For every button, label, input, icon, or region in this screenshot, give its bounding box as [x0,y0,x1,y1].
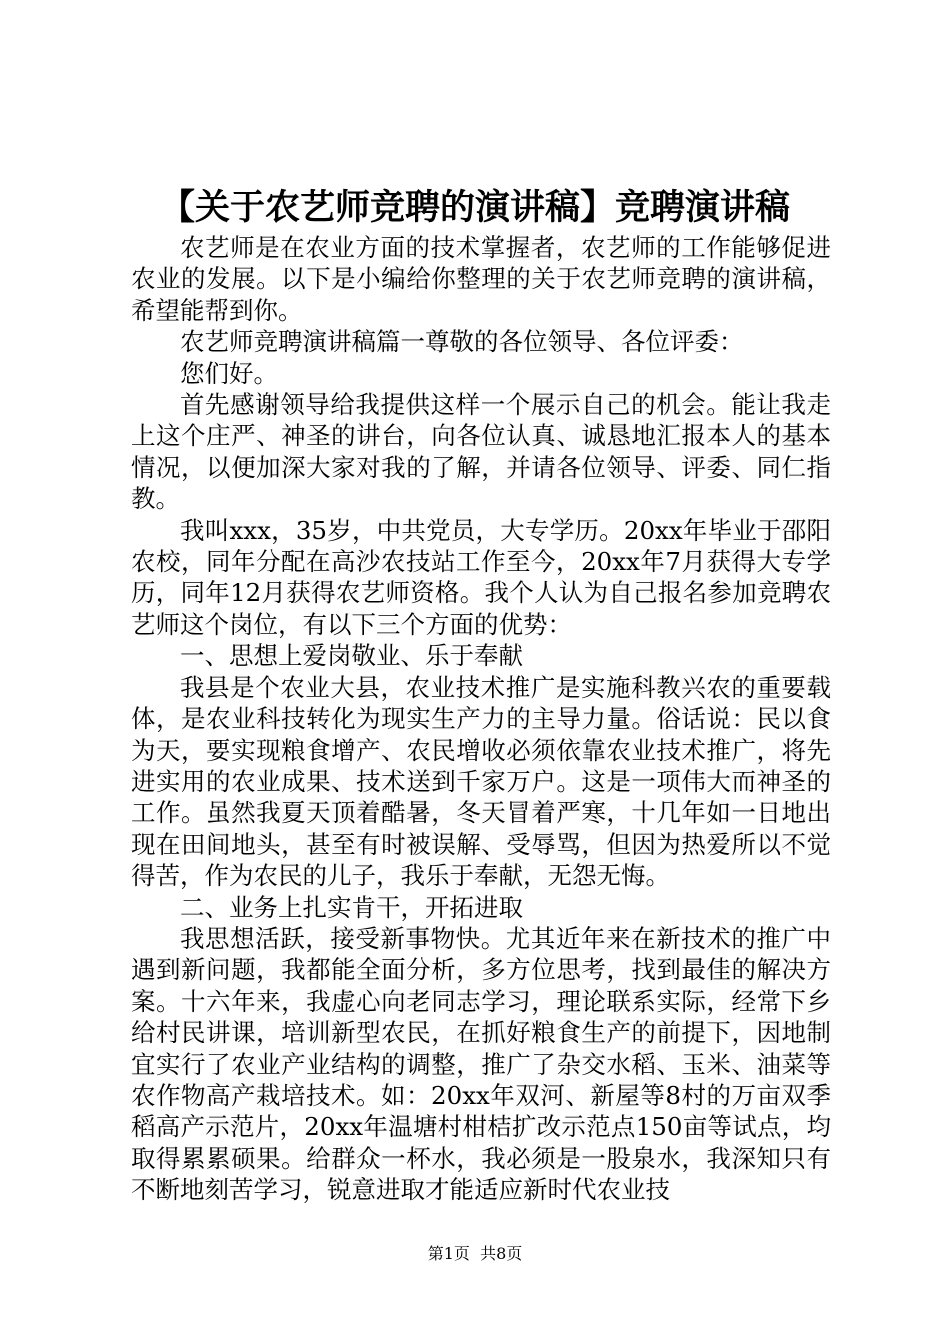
paragraph-section-1: 我县是个农业大县，农业技术推广是实施科教兴农的重要载体，是农业科技转化为现实生产力的主导力量。俗话说：民以食为天，要实现粮食增产、农民增收必须依靠农业技术推广，将先进实用的农业成果、技术送到千家万户。这是一项伟大而神圣的工作。虽然我夏天顶着酷暑，冬天冒着严寒，十几年如一日地出现在田间地头，甚至有时被误解、受辱骂，但因为热爱所以不觉得苦，作为农民的儿子，我乐于奉献，无怨无悔。 [131,672,831,891]
paragraph-self-introduction: 我叫xxx，35岁，中共党员，大专学历。20xx年毕业于邵阳农校，同年分配在高沙农技站工作至今，20xx年7月获得大专学历，同年12月获得农艺师资格。我个人认为自己报名参加竞聘农艺师这个岗位，有以下三个方面的优势： [131,515,831,639]
paragraph-greeting: 您们好。 [180,358,278,388]
section-heading-2: 二、业务上扎实肯干，开拓进取 [180,892,523,922]
page-total: 共8页 [480,1244,523,1263]
paragraph-section-2: 我思想活跃，接受新事物快。尤其近年来在新技术的推广中遇到新问题，我都能全面分析，多方位思考，找到最佳的解决方案。十六年来，我虚心向老同志学习，理论联系实际，经常下乡给村民讲课，培训新型农民，在抓好粮食生产的前提下，因地制宜实行了农业产业结构的调整，推广了杂交水稻、玉米、油菜等农作物高产栽培技术。如：20xx年双河、新屋等8村的万亩双季稻高产示范片，20xx年温塘村柑桔扩改示范点150亩等试点，均取得累累硕果。给群众一杯水，我必须是一股泉水，我深知只有不断地刻苦学习，锐意进取才能适应新时代农业技 [131,923,831,1205]
document-body [131,232,831,1206]
paragraph-thanks: 首先感谢领导给我提供这样一个展示自己的机会。能让我走上这个庄严、神圣的讲台，向各位认真、诚恳地汇报本人的基本情况，以便加深大家对我的了解，并请各位领导、评委、同仁指教。 [131,390,831,514]
section-heading-1: 一、思想上爱岗敬业、乐于奉献 [180,641,523,671]
document-title: 【关于农艺师竞聘的演讲稿】竞聘演讲稿 [159,187,790,228]
paragraph-intro: 农艺师是在农业方面的技术掌握者，农艺师的工作能够促进农业的发展。以下是小编给你整理的关于农艺师竞聘的演讲稿，希望能帮到你。 [131,233,831,325]
footer-separator [470,1244,480,1263]
paragraph-salutation: 农艺师竞聘演讲稿篇一尊敬的各位领导、各位评委： [180,327,744,357]
page-number: 第1页 [427,1244,470,1263]
page-footer [0,1243,950,1265]
